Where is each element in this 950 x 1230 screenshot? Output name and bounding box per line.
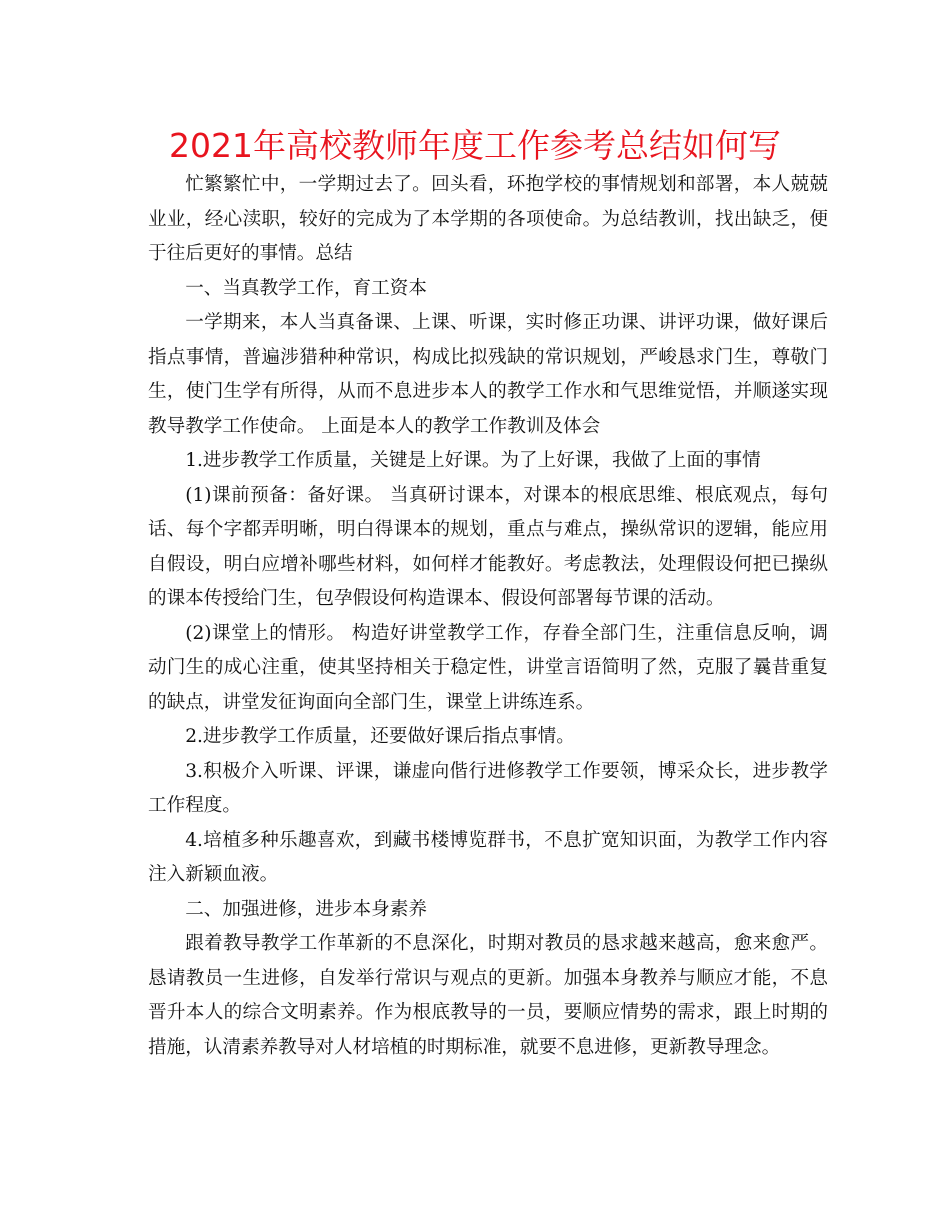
list-item-4: 4.培植多种乐趣喜欢，到藏书楼博览群书，不息扩宽知识面，为教学工作内容注入新颖血液。 xyxy=(148,829,828,885)
paragraph-study: 跟着教导教学工作革新的不息深化，时期对教员的恳求越来越高，愈来愈严。恳请教员一生进修，自发举行常识与观点的更新。加强本身教养与顺应才能，不息晋升本人的综合文明素养。作为根底教导的一员，要顺应情势的需求，跟上时期的措施，认清素养教导对人材培植的时期标准，就要不息进修，更新教导理念。 xyxy=(148,933,828,1058)
paragraph-intro: 忙繁繁忙中，一学期过去了。回头看，环抱学校的事情规划和部署，本人兢兢业业，经心渎职，较好的完成为了本学期的各项使命。为总结教训，找出缺乏，便于往后更好的事情。总结 xyxy=(148,174,828,264)
section-heading-2: 二、加强进修，进步本身素养 xyxy=(185,898,427,920)
sub-item-2: (2)课堂上的情形。 构造好讲堂教学工作，存眷全部门生，注重信息反响，调动门生的成心注重，使其坚持相关于稳定性，讲堂言语简明了然，克服了曩昔重复的缺点，讲堂发征询面向全部门生，课堂上讲练连系。 xyxy=(148,622,828,713)
document-body xyxy=(148,168,828,1065)
paragraph-teaching: 一学期来，本人当真备课、上课、听课，实时修正功课、讲评功课，做好课后指点事情，普遍涉猎种种常识，构成比拟残缺的常识规划，严峻恳求门生，尊敬门生，使门生学有所得，从而不息进步本人的教学工作水和气思维觉悟，并顺遂实现教导教学工作使命。 上面是本人的教学工作教训及体会 xyxy=(148,312,828,437)
section-heading-1: 一、当真教学工作，育工资本 xyxy=(185,277,427,299)
sub-item-1: (1)课前预备：备好课。 当真研讨课本，对课本的根底思维、根底观点，每句话、每个字都弄明晰，明白得课本的规划，重点与难点，操纵常识的逻辑，能应用自假设，明白应增补哪些材料，如何样才能教好。考虑教法，处理假设何把已操纵的课本传授给门生，包孕假设何构造课本、假设何部署每节课的活动。 xyxy=(148,484,828,609)
list-item-3: 3.积极介入听课、评课，谦虚向偕行进修教学工作要领，博采众长，进步教学工作程度。 xyxy=(148,760,828,816)
list-item-1: 1.进步教学工作质量，关键是上好课。为了上好课，我做了上面的事情 xyxy=(185,450,761,471)
document-title: 2021年高校教师年度工作参考总结如何写 xyxy=(169,126,781,165)
list-item-2: 2.进步教学工作质量，还要做好课后指点事情。 xyxy=(185,726,575,747)
